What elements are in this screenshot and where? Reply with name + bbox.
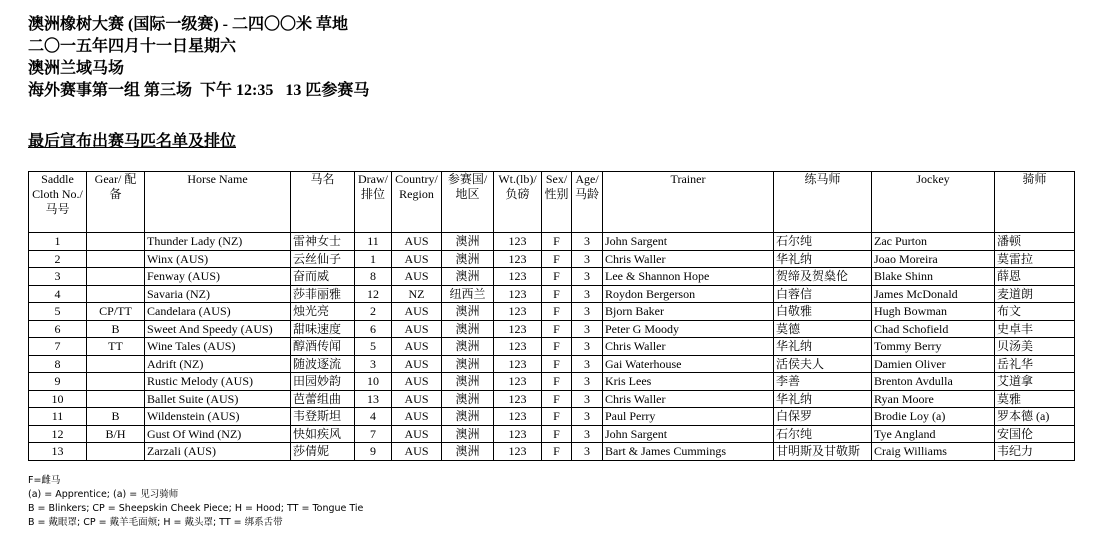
age-cell: 3 [572,408,603,426]
saddle-cloth-cell: 12 [29,425,87,443]
gear-cell [87,443,145,461]
footnote: B = Blinkers; CP = Sheepskin Cheek Piece; H = Hood; TT = Tongue Tie [28,503,364,514]
table-row [29,303,1075,321]
table-row [29,390,1075,408]
table-row [29,233,1075,251]
weight-cell: 123 [494,233,542,251]
draw-cell: 3 [355,355,392,373]
horse-name-cell: Wildenstein (AUS) [145,408,291,426]
horse-name-cn-cell: 莎倩妮 [291,443,355,461]
horse-name-cell: Fenway (AUS) [145,268,291,286]
age-cell: 3 [572,303,603,321]
weight-cell: 123 [494,285,542,303]
saddle-cloth-cell: 1 [29,233,87,251]
trainer-cn-cell: 甘明斯及甘敬斯 [774,443,872,461]
weight-cell: 123 [494,355,542,373]
country-cell: AUS [392,303,442,321]
jockey-cell: Craig Williams [872,443,995,461]
country-cell: AUS [392,268,442,286]
weight-cell: 123 [494,268,542,286]
trainer-cn-cell: 莫德 [774,320,872,338]
gear-cell [87,390,145,408]
horse-name-cn-cell: 奋而威 [291,268,355,286]
trainer-cn-cell: 石尔纯 [774,233,872,251]
country-cell: AUS [392,233,442,251]
gear-cell: B [87,408,145,426]
saddle-cloth-cell: 10 [29,390,87,408]
race-venue: 澳洲兰域马场 [28,60,125,77]
sex-cell: F [542,355,572,373]
gear-cell: CP/TT [87,303,145,321]
jockey-cell: Tye Angland [872,425,995,443]
age-cell: 3 [572,338,603,356]
draw-cell: 4 [355,408,392,426]
gear-cell: B/H [87,425,145,443]
trainer-cn-cell: 白敬雅 [774,303,872,321]
col-header: 参赛国/ 地区 [442,172,494,233]
country-cell: AUS [392,425,442,443]
gear-cell: TT [87,338,145,356]
gear-cell: B [87,320,145,338]
saddle-cloth-cell: 3 [29,268,87,286]
sex-cell: F [542,390,572,408]
trainer-cn-cell: 李善 [774,373,872,391]
trainer-cell: John Sargent [603,233,774,251]
col-header: Gear/ 配备 [87,172,145,233]
table-row [29,285,1075,303]
jockey-cn-cell: 布文 [995,303,1075,321]
horse-name-cn-cell: 甜味速度 [291,320,355,338]
weight-cell: 123 [494,408,542,426]
saddle-cloth-cell: 4 [29,285,87,303]
sex-cell: F [542,250,572,268]
sex-cell: F [542,338,572,356]
table-row [29,320,1075,338]
age-cell: 3 [572,250,603,268]
racecard-table [28,171,1075,461]
country-cn-cell: 澳洲 [442,303,494,321]
country-cn-cell: 澳洲 [442,320,494,338]
jockey-cn-cell: 安国伦 [995,425,1075,443]
jockey-cell: Joao Moreira [872,250,995,268]
age-cell: 3 [572,320,603,338]
col-header: Country/ Region [392,172,442,233]
race-header [28,14,369,102]
country-cn-cell: 澳洲 [442,250,494,268]
country-cn-cell: 澳洲 [442,425,494,443]
jockey-cn-cell: 史卓丰 [995,320,1075,338]
sex-cell: F [542,233,572,251]
footnotes [28,474,363,530]
sex-cell: F [542,443,572,461]
age-cell: 3 [572,373,603,391]
horse-name-cn-cell: 随波逐流 [291,355,355,373]
horse-name-cn-cell: 快如疾风 [291,425,355,443]
jockey-cn-cell: 薛恩 [995,268,1075,286]
age-cell: 3 [572,443,603,461]
jockey-cn-cell: 麦道朗 [995,285,1075,303]
col-header: Horse Name [145,172,291,233]
race-date: 二〇一五年四月十一日星期六 [28,38,237,55]
gear-cell [87,373,145,391]
horse-name-cn-cell: 雷神女士 [291,233,355,251]
trainer-cell: Bart & James Cummings [603,443,774,461]
weight-cell: 123 [494,425,542,443]
trainer-cn-cell: 贺缔及贺燊伦 [774,268,872,286]
col-header: 练马师 [774,172,872,233]
table-row [29,443,1075,461]
trainer-cn-cell: 石尔纯 [774,425,872,443]
age-cell: 3 [572,268,603,286]
trainer-cell: Chris Waller [603,338,774,356]
horse-name-cn-cell: 芭蕾组曲 [291,390,355,408]
draw-cell: 9 [355,443,392,461]
trainer-cn-cell: 华礼纳 [774,338,872,356]
trainer-cell: Kris Lees [603,373,774,391]
horse-name-cell: Savaria (NZ) [145,285,291,303]
sex-cell: F [542,320,572,338]
draw-cell: 1 [355,250,392,268]
col-header: Jockey [872,172,995,233]
jockey-cn-cell: 潘顿 [995,233,1075,251]
jockey-cn-cell: 艾道拿 [995,373,1075,391]
saddle-cloth-cell: 5 [29,303,87,321]
horse-name-cell: Sweet And Speedy (AUS) [145,320,291,338]
trainer-cell: Peter G Moody [603,320,774,338]
trainer-cn-cell: 华礼纳 [774,390,872,408]
trainer-cell: Roydon Bergerson [603,285,774,303]
horse-name-cell: Zarzali (AUS) [145,443,291,461]
col-header: Wt.(lb)/ 负磅 [494,172,542,233]
trainer-cell: Bjorn Baker [603,303,774,321]
jockey-cell: Zac Purton [872,233,995,251]
jockey-cn-cell: 贝汤美 [995,338,1075,356]
country-cell: AUS [392,250,442,268]
saddle-cloth-cell: 2 [29,250,87,268]
footnote: F=雌马 [28,475,61,486]
horse-name-cn-cell: 烛光亮 [291,303,355,321]
race-title: 澳洲橡树大赛 (国际一级赛) - 二四〇〇米 草地 [28,16,348,33]
trainer-cn-cell: 活侯夫人 [774,355,872,373]
saddle-cloth-cell: 9 [29,373,87,391]
country-cn-cell: 澳洲 [442,443,494,461]
jockey-cell: James McDonald [872,285,995,303]
horse-name-cell: Wine Tales (AUS) [145,338,291,356]
jockey-cell: Chad Schofield [872,320,995,338]
horse-name-cn-cell: 云丝仙子 [291,250,355,268]
gear-cell [87,285,145,303]
country-cell: AUS [392,355,442,373]
draw-cell: 11 [355,233,392,251]
age-cell: 3 [572,285,603,303]
saddle-cloth-cell: 7 [29,338,87,356]
trainer-cell: Gai Waterhouse [603,355,774,373]
gear-cell [87,233,145,251]
gear-cell [87,268,145,286]
col-header: 骑师 [995,172,1075,233]
horse-name-cn-cell: 莎菲丽雅 [291,285,355,303]
country-cn-cell: 澳洲 [442,355,494,373]
horse-name-cn-cell: 韦登斯坦 [291,408,355,426]
col-header: Sex/ 性别 [542,172,572,233]
draw-cell: 7 [355,425,392,443]
country-cell: AUS [392,338,442,356]
draw-cell: 13 [355,390,392,408]
table-row [29,268,1075,286]
draw-cell: 5 [355,338,392,356]
draw-cell: 2 [355,303,392,321]
draw-cell: 8 [355,268,392,286]
country-cell: AUS [392,373,442,391]
horse-name-cell: Adrift (NZ) [145,355,291,373]
table-row [29,355,1075,373]
trainer-cell: John Sargent [603,425,774,443]
col-header: Age/ 马龄 [572,172,603,233]
trainer-cn-cell: 白保罗 [774,408,872,426]
jockey-cn-cell: 韦纪力 [995,443,1075,461]
weight-cell: 123 [494,320,542,338]
jockey-cn-cell: 岳礼华 [995,355,1075,373]
jockey-cell: Blake Shinn [872,268,995,286]
weight-cell: 123 [494,303,542,321]
draw-cell: 10 [355,373,392,391]
country-cell: AUS [392,320,442,338]
sex-cell: F [542,408,572,426]
weight-cell: 123 [494,390,542,408]
trainer-cell: Chris Waller [603,250,774,268]
weight-cell: 123 [494,338,542,356]
horse-name-cell: Rustic Melody (AUS) [145,373,291,391]
age-cell: 3 [572,233,603,251]
saddle-cloth-cell: 8 [29,355,87,373]
jockey-cell: Brenton Avdulla [872,373,995,391]
table-row [29,338,1075,356]
jockey-cn-cell: 莫雷拉 [995,250,1075,268]
age-cell: 3 [572,425,603,443]
gear-cell [87,355,145,373]
jockey-cell: Damien Oliver [872,355,995,373]
trainer-cn-cell: 华礼纳 [774,250,872,268]
horse-name-cell: Thunder Lady (NZ) [145,233,291,251]
jockey-cell: Tommy Berry [872,338,995,356]
weight-cell: 123 [494,443,542,461]
col-header: Trainer [603,172,774,233]
jockey-cell: Brodie Loy (a) [872,408,995,426]
country-cn-cell: 澳洲 [442,338,494,356]
sex-cell: F [542,268,572,286]
horse-name-cn-cell: 田园妙韵 [291,373,355,391]
table-row [29,373,1075,391]
col-header: Saddle Cloth No./ 马号 [29,172,87,233]
trainer-cell: Chris Waller [603,390,774,408]
weight-cell: 123 [494,250,542,268]
table-row [29,250,1075,268]
country-cn-cell: 澳洲 [442,373,494,391]
jockey-cell: Hugh Bowman [872,303,995,321]
draw-cell: 12 [355,285,392,303]
age-cell: 3 [572,390,603,408]
saddle-cloth-cell: 11 [29,408,87,426]
jockey-cn-cell: 莫雅 [995,390,1075,408]
race-info: 海外赛事第一组 第三场 下午 12:35 13 匹参赛马 [28,82,370,99]
country-cn-cell: 澳洲 [442,390,494,408]
horse-name-cell: Winx (AUS) [145,250,291,268]
col-header: 马名 [291,172,355,233]
trainer-cell: Lee & Shannon Hope [603,268,774,286]
jockey-cell: Ryan Moore [872,390,995,408]
country-cell: NZ [392,285,442,303]
sex-cell: F [542,373,572,391]
horse-name-cell: Gust Of Wind (NZ) [145,425,291,443]
table-row [29,408,1075,426]
trainer-cn-cell: 白蓉信 [774,285,872,303]
sex-cell: F [542,425,572,443]
sex-cell: F [542,303,572,321]
country-cn-cell: 纽西兰 [442,285,494,303]
section-title: 最后宣布出赛马匹名单及排位 [28,133,237,150]
country-cell: AUS [392,443,442,461]
trainer-cell: Paul Perry [603,408,774,426]
country-cn-cell: 澳洲 [442,233,494,251]
country-cell: AUS [392,408,442,426]
jockey-cn-cell: 罗本德 (a) [995,408,1075,426]
table-header-row [29,172,1075,233]
country-cn-cell: 澳洲 [442,408,494,426]
horse-name-cell: Ballet Suite (AUS) [145,390,291,408]
col-header: Draw/ 排位 [355,172,392,233]
age-cell: 3 [572,355,603,373]
table-row [29,425,1075,443]
footnote: B = 戴眼罩; CP = 戴羊毛面颊; H = 戴头罩; TT = 绑系舌带 [28,517,283,528]
country-cell: AUS [392,390,442,408]
draw-cell: 6 [355,320,392,338]
gear-cell [87,250,145,268]
saddle-cloth-cell: 13 [29,443,87,461]
weight-cell: 123 [494,373,542,391]
saddle-cloth-cell: 6 [29,320,87,338]
sex-cell: F [542,285,572,303]
footnote: (a) = Apprentice; (a) = 见习骑师 [28,489,179,500]
horse-name-cell: Candelara (AUS) [145,303,291,321]
horse-name-cn-cell: 醇酒传闻 [291,338,355,356]
country-cn-cell: 澳洲 [442,268,494,286]
